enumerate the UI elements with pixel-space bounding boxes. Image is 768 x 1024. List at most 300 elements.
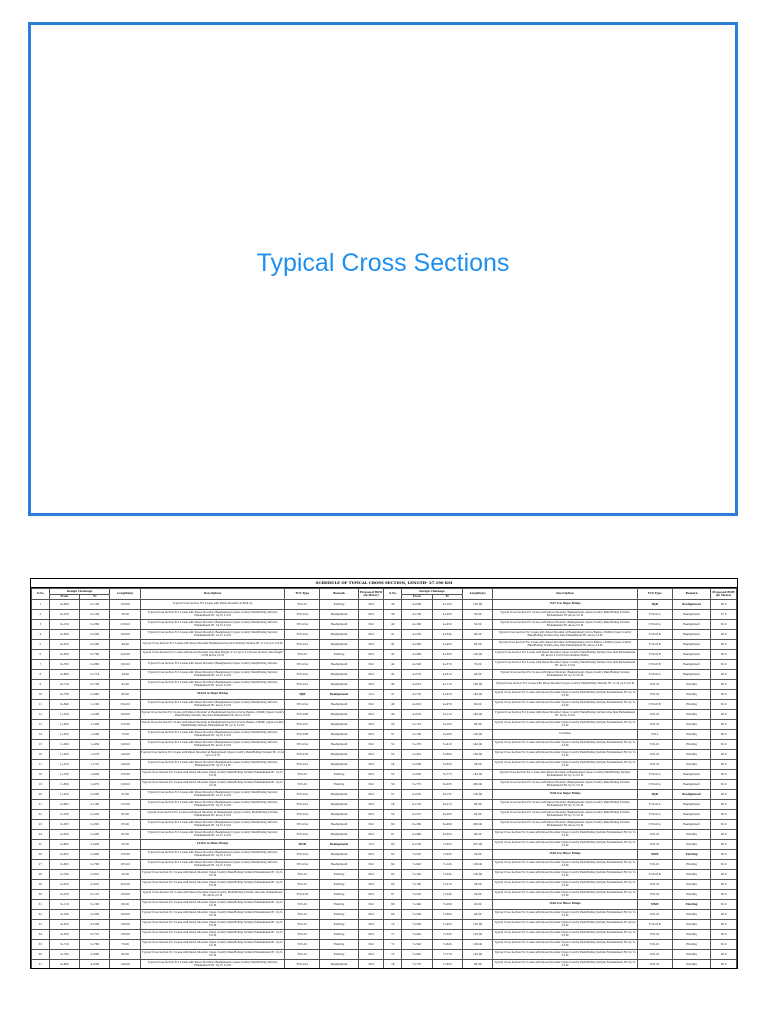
table-row	[32, 720, 737, 730]
cell-from: 6+135	[402, 800, 432, 810]
cell-remark: Realignment	[320, 720, 358, 730]
cell-to: 5+410	[432, 740, 462, 750]
cell-remark: Realignment	[320, 750, 358, 760]
cell-tcs-type: TCS-01A	[637, 780, 672, 790]
cell-row: 30.0	[358, 800, 384, 810]
cell-description: Typical Cross Section For 2-Lane with Paved Shoulder Realignment Section (Rolling Terrain) Ht. of cut up to 6.0 M	[140, 640, 284, 650]
cell-from: 7+220	[402, 890, 432, 900]
cell-description: Typical Cross Section For 2-Lane with Paved Shoulder (Open Country Plain/Rolling Terrain) Ht. of cut up to 6.0 M	[493, 680, 637, 690]
cell-tcs-type: TCS-01	[637, 880, 672, 890]
cell-to: 7+240	[432, 890, 462, 900]
cell-remark: Realignment	[320, 640, 358, 650]
cell-row: 30.0	[358, 860, 384, 870]
cell-sno: 28	[32, 870, 50, 880]
cell-row: 30.0	[711, 920, 737, 930]
cell-description: Typical Cross Section For 2-Lane with Paved Shoulder (Open Country Plain/Rolling Terrain) Embankment Ht. above 3.0 M	[493, 920, 637, 930]
cell-to: 0+780	[80, 650, 110, 660]
cell-row: 30.0	[711, 800, 737, 810]
cell-length: 125.00	[462, 930, 492, 940]
cell-tcs-type: TCS-01A	[637, 670, 672, 680]
cell-sno: 63	[384, 850, 402, 860]
cell-to: 6+550	[432, 830, 462, 840]
cell-tcs-type: TOLL	[637, 730, 672, 740]
cell-remark: Existing	[672, 870, 710, 880]
cell-row: 30.0	[358, 770, 384, 780]
cell-remark: Realignment	[320, 610, 358, 620]
cell-description: Typical Cross Section For 2-Lane with Paved Shoulder (Realignment) (Open Country Plain/Rolling Terrain)	[140, 660, 284, 670]
cell-sno: 52	[384, 740, 402, 750]
cell-remark: Realignment	[320, 850, 358, 860]
cell-tcs-type: TCS-01A	[285, 790, 320, 800]
cell-sno: 7	[32, 660, 50, 670]
cell-row: 30.0	[711, 880, 737, 890]
cell-remark: Realignment	[672, 610, 710, 620]
cell-description: Typical Cross Section For 2-Lane with Paved Shoulder (Open Country Plain/Rolling Terrain) Embankment Ht. Up To 3.0 M	[493, 880, 637, 890]
cell-tcs-type: TCS-01A	[637, 610, 672, 620]
cell-description: Typical Cross Section For 2-Lane with Paved Shoulder (Open Country Plain/Rolling Terrain) Embankment Ht. Up To 3.0 M	[140, 870, 284, 880]
cell-remark: Realignment	[672, 780, 710, 790]
cell-description: 3X20.0 m Major Bridge	[140, 690, 284, 700]
cell-tcs-type: TCS-01	[637, 910, 672, 920]
cell-sno: 70	[384, 920, 402, 930]
cell-sno: 61	[384, 830, 402, 840]
cell-from: 3+780	[49, 950, 79, 960]
cell-from: 5+630	[402, 770, 432, 780]
cell-length: 125.00	[462, 950, 492, 960]
cell-description: Typical Cross Section For 2-Lane with Paved Shoulder (Realignment) (Open Country Plain/Rolling Terrain) Embankment Ht. above 3.0 M	[493, 610, 637, 620]
cell-tcs-type: TCS-01A	[285, 760, 320, 770]
cell-sno: 54	[384, 760, 402, 770]
table-row	[32, 900, 737, 910]
header-design-chainage: Design Chainage	[49, 589, 110, 595]
cell-to: 2+320	[80, 820, 110, 830]
cell-length: 120.00	[110, 780, 140, 790]
cell-sno: 9	[32, 680, 50, 690]
cell-to: 6+135	[432, 790, 462, 800]
cell-from: 6+550	[402, 840, 432, 850]
table-row	[32, 650, 737, 660]
cell-from: 0+780	[49, 660, 79, 670]
cell-sno: 68	[384, 900, 402, 910]
cell-from: 0+360	[49, 630, 79, 640]
cell-row: 30.0	[358, 600, 384, 610]
cell-row: 30.0	[711, 830, 737, 840]
cell-length: 50.00	[462, 620, 492, 630]
table-row	[32, 660, 737, 670]
cell-sno: 22	[32, 810, 50, 820]
cell-from: 5+600	[402, 760, 432, 770]
cell-length: 80.00	[462, 800, 492, 810]
cell-remark: Realignment	[320, 740, 358, 750]
cell-sno: 66	[384, 880, 402, 890]
cell-from: 4+340	[402, 640, 432, 650]
cell-description: Typical Cross Section For 2-Lane with Paved Shoulder (Open Country Plain/Rolling Terrain) One Side Embankment Ht. above 3.0 M	[140, 890, 284, 900]
cell-tcs-type: TCS-01A	[637, 620, 672, 630]
cell-to: 2+810	[80, 870, 110, 880]
cell-tcs-type: TCS-01	[637, 840, 672, 850]
cell-from: 6+035	[402, 790, 432, 800]
cell-to: 4+250	[432, 620, 462, 630]
cell-row: 30.0	[358, 710, 384, 720]
cell-length: 145.00	[462, 770, 492, 780]
cell-tcs-type: TCS-01A	[285, 630, 320, 640]
cell-length: 95.00	[110, 810, 140, 820]
cell-row: 30.0	[358, 750, 384, 760]
cell-description: Typical Cross Section For 2-Lane with Paved Shoulder (Open Country Plain/Rolling Terrain) Embankment Ht. Up To 3.0 M	[140, 930, 284, 940]
cell-to: 0+560	[80, 640, 110, 650]
cell-sno: 12	[32, 710, 50, 720]
cell-from: 2+455	[49, 850, 79, 860]
cell-length: 34.00	[110, 670, 140, 680]
cell-to: 2+405	[80, 830, 110, 840]
cell-description: Typical Cross Section For 2-Lane with Paved Shoulder (Open Country Plain/Rolling Terrain) Embankment Ht. Up To 3.0 M	[140, 940, 284, 950]
cell-from: 1+970	[49, 790, 79, 800]
cell-tcs-type: TCS-01	[637, 890, 672, 900]
cell-row: 30.0	[711, 660, 737, 670]
cell-remark: Existing	[320, 950, 358, 960]
cell-row: 30.0	[358, 940, 384, 950]
cell-description: Typical Cross Section For 2-Lane with Paved Shoulder (Open Country Plain/Rolling Terrain) Embankment Ht. Up To 3.0 M	[493, 910, 637, 920]
cell-from: 7+545	[402, 940, 432, 950]
cell-from: 0+520	[49, 640, 79, 650]
cell-description: Typical Cross Section For 2-Lane with Paved Shoulder (Realignment) (Open Country Plain/Rolling Terrain) Embankment Ht. Up To 3.0 M	[140, 800, 284, 810]
cell-remark: Realignment	[672, 600, 710, 610]
cell-row: 30.0	[358, 930, 384, 940]
cell-to: 3+780	[80, 940, 110, 950]
cell-row: 60.0	[711, 730, 737, 740]
cell-from: 7+770	[402, 960, 432, 970]
cell-tcs-type: TCS-01C	[285, 720, 320, 730]
cell-sno: 58	[384, 800, 402, 810]
cell-row: 30.0	[358, 910, 384, 920]
cell-sno: 62	[384, 840, 402, 850]
cell-from: 7+240	[402, 900, 432, 910]
cell-to: 4+150	[432, 600, 462, 610]
cell-length: 50.00	[110, 840, 140, 850]
cell-from: 7+300	[402, 920, 432, 930]
cell-description: Typical Cross Section For 2-Lane with Paved Shoulder (Open Country Plain/Rolling Terrain) Embankment Ht. Up To 3.0 M	[493, 960, 637, 970]
cell-tcs-type: TCS-01	[637, 690, 672, 700]
cell-description: Typical Cross Section For 2-Lane with Paved Shoulder (Open Country Plain/Rolling Terrain) Embankment Ht. Up To 3.0 M	[493, 720, 637, 730]
cell-to: 3+860	[80, 950, 110, 960]
cell-description: Typical Cross Section For 2-Lane with Paved Shoulder (Realignment) (Open Country Plain/Rolling Terrain) Embankment Ht. Up To 3.0 M	[493, 810, 637, 820]
cell-description: Typical Cross Section For 2-Lane with Paved Shoulder (Open Country Plain/Rolling Terrain) Embankment Ht. Up To 3.0 M	[140, 900, 284, 910]
cell-remark: Existing	[320, 770, 358, 780]
cell-remark: Realignment	[320, 660, 358, 670]
cell-length: 70.00	[110, 940, 140, 950]
cell-from: 1+100	[49, 710, 79, 720]
cell-from: 4+250	[402, 630, 432, 640]
cell-tcs-type: TCS-01A	[285, 620, 320, 630]
header-sno: S.No	[384, 589, 402, 600]
cell-from: 5+110	[402, 720, 432, 730]
cell-to: 7+145	[432, 860, 462, 870]
cell-description: Typical Cross Section For 2-Lane with Paved Shoulder at Realignment Section (Curve Radius <300M) (Open Country Plain/Rolling Terrain) One Side Embankment Ht. above 3.0 M	[140, 710, 284, 720]
cell-remark: Existing	[320, 940, 358, 950]
cell-to: 7+645	[432, 940, 462, 950]
header-design-chainage: Design Chainage	[402, 589, 463, 595]
cell-from: 5+190	[402, 730, 432, 740]
cell-sno: 71	[384, 930, 402, 940]
cell-remark: Realignment	[320, 830, 358, 840]
cell-from: 2+810	[49, 880, 79, 890]
cell-description: Typical Cross Section For 2-Lane with Paved Shoulder One Side Height of cut up to 6.0 M and Another Side Height of Fill above 3.0 M	[140, 650, 284, 660]
header-to: To	[80, 594, 110, 600]
cell-length: 150.00	[110, 850, 140, 860]
cell-row: 30.0	[358, 630, 384, 640]
cell-description: Typical Cross Section For 2-Lane with Paved Shoulder (Realignment) (Open Country Plain/Rolling Terrain) Embankment Ht. Up To 3.0 M	[140, 830, 284, 840]
header-remark: Remark	[320, 589, 358, 600]
cell-remark: Existing	[672, 760, 710, 770]
cell-sno: 3	[32, 620, 50, 630]
cell-sno: 34	[32, 930, 50, 940]
cell-row: 12.0	[358, 690, 384, 700]
cell-tcs-type: TCS-01D	[285, 750, 320, 760]
cell-row: 30.0	[358, 660, 384, 670]
cell-sno: 49	[384, 710, 402, 720]
cell-tcs-type: TCS-01A	[637, 810, 672, 820]
table-row	[32, 840, 737, 850]
cell-description: Typical Cross Section For 2-Lane with Paved Shoulder (Open Country Plain/Rolling Terrain) Embankment Ht. Up To 3.0 M	[493, 760, 637, 770]
cell-sno: 50	[384, 720, 402, 730]
cell-tcs-type: TCS-01A	[285, 810, 320, 820]
cell-to: 0+756	[80, 680, 110, 690]
header-description: Description	[140, 589, 284, 600]
cell-length: 60.00	[462, 700, 492, 710]
header-from: From	[402, 594, 432, 600]
cell-sno: 38	[384, 600, 402, 610]
cell-sno: 23	[32, 820, 50, 830]
schedule-body	[32, 600, 737, 970]
cell-tcs-type: TCS-01A	[285, 640, 320, 650]
cell-to: 0+360	[80, 620, 110, 630]
cell-from: 0+130	[49, 620, 79, 630]
header-tcs-type: TCS Type	[637, 589, 672, 600]
cell-remark: Realignment	[320, 680, 358, 690]
cell-sno: 67	[384, 890, 402, 900]
cell-length: 100.00	[110, 600, 140, 610]
cell-row: 30.0	[711, 640, 737, 650]
cell-from: 4+000	[402, 600, 432, 610]
cell-description: Typical Cross Section For 2-Lane with Paved Shoulder (Open Country Plain/Rolling Terrain) Embankment Ht. Up To 3.0 M	[493, 870, 637, 880]
cell-from: 7+025	[402, 850, 432, 860]
cell-row: 30.0	[711, 620, 737, 630]
header-from: From	[49, 594, 79, 600]
table-row	[32, 760, 737, 770]
cell-from: 6+260	[402, 820, 432, 830]
cell-tcs-type: TCS-01	[637, 760, 672, 770]
cell-description: Typical Cross Section For 2-Lane with Paved Shoulder (Open Country Plain/Rolling Terrain) Embankment Ht. Up To 3.0 M	[493, 940, 637, 950]
cell-from: 7+645	[402, 950, 432, 960]
cell-remark: Existing	[672, 960, 710, 970]
cell-sno: 19	[32, 780, 50, 790]
cell-length: 30.00	[110, 610, 140, 620]
cell-description: Typical Cross Section For 2-Lane with Paved Shoulder (Open Country Plain/Rolling Terrain) One Side Embankment Ht. above 3.0 M	[493, 660, 637, 670]
cell-description: 1X27.0 m Major Bridge	[493, 600, 637, 610]
cell-from: 0+714	[49, 680, 79, 690]
cell-tcs-type: TCS-01	[637, 960, 672, 970]
cell-to: 2+790	[80, 860, 110, 870]
cell-tcs-type: TCS-01	[285, 940, 320, 950]
cell-sno: 8	[32, 670, 50, 680]
cell-to: 5+290	[432, 730, 462, 740]
cell-tcs-type: TCS-01B	[637, 700, 672, 710]
cell-to: 3+190	[80, 900, 110, 910]
cell-row: 30.0	[358, 900, 384, 910]
cell-tcs-type: MJB	[637, 790, 672, 800]
cell-row: 30.0	[358, 920, 384, 930]
table-row	[32, 810, 737, 820]
cell-from: 2+160	[49, 810, 79, 820]
cell-to: 4+910	[432, 690, 462, 700]
cell-tcs-type: MNB	[637, 850, 672, 860]
cell-remark: Existing	[672, 740, 710, 750]
cell-description: Typical Cross Section For 2-Lane with Paved Shoulder (Realignment) (Open Country Plain/Rolling Terrain) Embankment Ht. above 3.0 M	[140, 740, 284, 750]
cell-tcs-type: TCS-01B	[637, 920, 672, 930]
cell-description: Typical Cross Section For 2-Lane with Paved Shoulder (Realignment) (Open Country Plain/Rolling Terrain) Embankment Ht. Up To 3.0 M	[140, 850, 284, 860]
schedule-header	[32, 589, 737, 600]
table-row	[32, 770, 737, 780]
cell-remark: Realignment	[672, 770, 710, 780]
cell-tcs-type: TCS-01	[285, 930, 320, 940]
cell-to: 6+460	[432, 820, 462, 830]
cell-description: Typical Cross Section For 2-Lane with Paved Shoulder (Open Country Plain/Rolling Terrain) Embankment Ht. Up To 3.0 M	[140, 880, 284, 890]
cell-from: 1+850	[49, 780, 79, 790]
cell-remark: Realignment	[320, 800, 358, 810]
cell-row: 30.0	[711, 870, 737, 880]
cell-tcs-type: MNB	[285, 840, 320, 850]
cell-sno: 26	[32, 850, 50, 860]
cell-from: 6+460	[402, 830, 432, 840]
cell-description: Typical Cross Section For 2-Lane with Paved Shoulder (Open Country Plain/Rolling Terrain) Embankment Ht. Up To 3.0 M	[493, 840, 637, 850]
cell-length: 160.00	[110, 910, 140, 920]
cell-remark: Existing	[672, 860, 710, 870]
cell-to: 0+714	[80, 670, 110, 680]
cell-description: Typical Cross Section For 2-Lane with Paved Shoulder (Realignment) (Open Country Plain/Rolling Terrain) Embankment Ht. above 3.0 M	[493, 820, 637, 830]
cell-row: 30.0	[358, 760, 384, 770]
cell-tcs-type: TCS-01A	[285, 860, 320, 870]
cell-length: 35.00	[110, 790, 140, 800]
cell-to: 1+970	[80, 780, 110, 790]
cell-length: 185.00	[110, 860, 140, 870]
cell-length: 80.00	[110, 950, 140, 960]
cell-to: 7+260	[432, 900, 462, 910]
cell-to: 3+530	[80, 920, 110, 930]
cell-to: 0+846	[80, 690, 110, 700]
cell-tcs-type: TCS-01	[285, 910, 320, 920]
cell-to: 4+610	[432, 670, 462, 680]
cell-from: 7+420	[402, 930, 432, 940]
cell-row: 30.0	[711, 890, 737, 900]
cell-row: 30.0	[711, 790, 737, 800]
cell-from: 0+756	[49, 690, 79, 700]
cell-row: 30.0	[711, 720, 737, 730]
cell-to: 1+290	[80, 730, 110, 740]
cell-from: 4+400	[402, 650, 432, 660]
cell-tcs-type: TCS-01	[285, 650, 320, 660]
cell-row: 30.0	[711, 840, 737, 850]
cell-sno: 60	[384, 820, 402, 830]
cell-from: 4+500	[402, 660, 432, 670]
cell-tcs-type: TCS-01B	[285, 710, 320, 720]
cell-sno: 29	[32, 880, 50, 890]
cell-length: 90.00	[462, 830, 492, 840]
cell-row: 30.0	[358, 610, 384, 620]
cell-description: 1X30.0 m Minor Bridge	[140, 840, 284, 850]
cell-tcs-type: TCS-01A	[285, 740, 320, 750]
cell-row: 30.0	[711, 670, 737, 680]
cell-description: Typical Cross Section For 2-Lane with Paved Shoulder (Open Country Plain/Rolling Terrain) Embankment Ht. Up To 3.0 M	[493, 930, 637, 940]
table-row	[32, 750, 737, 760]
cell-row: 27.0	[711, 610, 737, 620]
cell-description: Typical Cross Section For 2-Lane with Paved Shoulder (Open Country Plain/Rolling Terrain) One Side Embankment Ht. above 3.0 M	[493, 710, 637, 720]
cell-tcs-type: TCS-01A	[285, 670, 320, 680]
table-row	[32, 680, 737, 690]
cell-length: 40.00	[462, 670, 492, 680]
cell-sno: 64	[384, 860, 402, 870]
cell-remark: Existing	[672, 940, 710, 950]
cell-sno: 6	[32, 650, 50, 660]
cell-description: Typical Cross Section For 2-Lane with Paved Shoulder (Open Country Plain/Rolling Terrain) Embankment Ht. Up To 3.0 M	[493, 860, 637, 870]
cell-to: 3+710	[80, 930, 110, 940]
cell-row: 30.0	[711, 900, 737, 910]
cell-tcs-type: TCS-01	[637, 940, 672, 950]
cell-remark: Realignment	[672, 810, 710, 820]
cell-description: Typical Cross Section For 2-Lane with Paved Shoulder (Open Country Plain/Rolling Terrain) Embankment Ht. Up To 3.0 M	[140, 910, 284, 920]
cell-from: 4+150	[402, 610, 432, 620]
cell-length: 90.00	[462, 630, 492, 640]
cell-tcs-type: TCS-01	[637, 740, 672, 750]
cell-to: 1+430	[80, 740, 110, 750]
cell-sno: 24	[32, 830, 50, 840]
cell-sno: 37	[32, 960, 50, 970]
cell-remark: Existing	[672, 890, 710, 900]
cell-to: 7+850	[432, 960, 462, 970]
cell-to: 4+200	[432, 610, 462, 620]
cell-to: 7+210	[432, 880, 462, 890]
cell-description: Typical Cross Section For 2-Lane with Paved Shoulder (Open Country Plain/Rolling Terrain) Embankment Ht. Up To 3.0 M	[140, 780, 284, 790]
cell-to: 1+570	[80, 750, 110, 760]
table-row	[32, 880, 737, 890]
cell-sno: 51	[384, 730, 402, 740]
cell-row: 30.0	[711, 740, 737, 750]
cell-to: 0+520	[80, 630, 110, 640]
table-row	[32, 830, 737, 840]
cell-sno: 18	[32, 770, 50, 780]
cell-description: Typical Cross Section For 2-Lane with Paved Shoulder (Realignment) (Open Country Plain/Rolling Terrain) Embankment Ht. Up To 3.0 M	[493, 800, 637, 810]
cell-sno: 33	[32, 920, 50, 930]
cell-row: 30.0	[358, 850, 384, 860]
cell-length: 120.00	[110, 720, 140, 730]
table-row	[32, 930, 737, 940]
table-row	[32, 870, 737, 880]
cell-from: 3+110	[49, 900, 79, 910]
cell-row: 30.0	[358, 950, 384, 960]
cell-row: 30.0	[358, 830, 384, 840]
cell-to: 0+880	[80, 660, 110, 670]
cell-row: 12.0	[358, 840, 384, 850]
cell-sno: 45	[384, 670, 402, 680]
cell-sno: 4	[32, 630, 50, 640]
cell-sno: 36	[32, 950, 50, 960]
cell-row: 30.0	[711, 860, 737, 870]
cell-tcs-type: TCS-01	[637, 930, 672, 940]
cell-row: 30.0	[358, 960, 384, 970]
cell-sno: 13	[32, 720, 50, 730]
cell-to: 4+400	[432, 640, 462, 650]
cell-from: 7+145	[402, 870, 432, 880]
cell-to: 5+630	[432, 760, 462, 770]
